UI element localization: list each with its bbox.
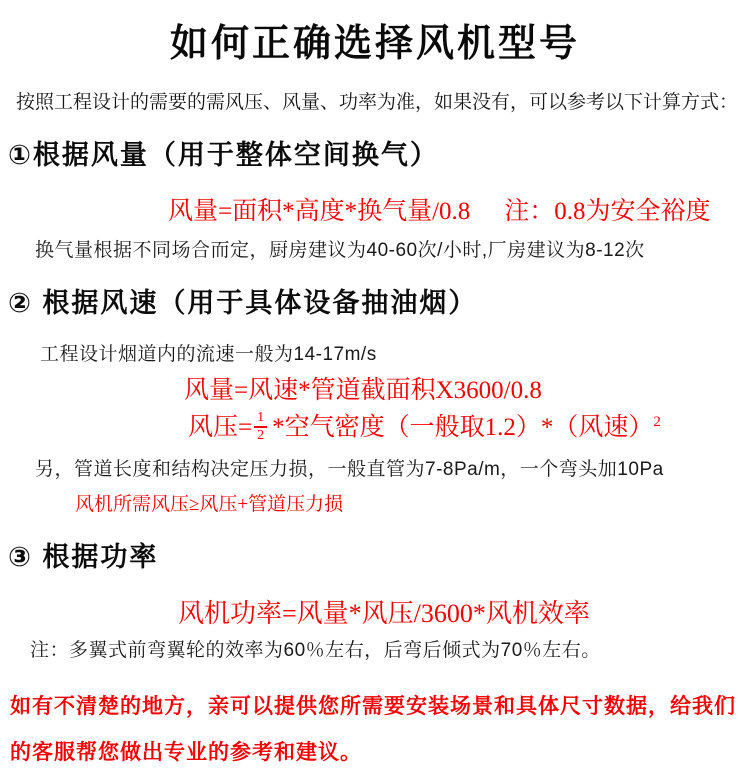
section-3-heading: ③ 根据功率 — [8, 541, 159, 572]
fraction-numerator: 1 — [254, 410, 267, 427]
section-1-heading: ①根据风量（用于整体空间换气） — [8, 140, 439, 171]
formula-safety-note: 注：0.8为安全裕度 — [504, 197, 711, 225]
customer-service-note: 如有不清楚的地方，亲可以提供您所需要安装场景和具体尺寸数据，给我们的客服帮您做出专业的参考和建议。 — [10, 694, 736, 764]
section-3-note: 注：多翼式前弯翼轮的效率为60％左右，后弯后倾式为70％左右。 — [30, 639, 601, 661]
section-2-flow-note: 工程设计烟道内的流速一般为14-17m/s — [40, 344, 377, 366]
section-2-heading: ② 根据风速（用于具体设备抽油烟） — [8, 287, 478, 318]
page-title: 如何正确选择风机型号 — [169, 23, 580, 65]
squared-superscript: 2 — [653, 414, 661, 431]
section-2-loss-note: 另，管道长度和结构决定压力损，一般直管为7-8Pa/m，一个弯头加10Pa — [35, 459, 664, 481]
formula-air-volume: 风量=面积*高度*换气量/0.8 — [168, 197, 471, 225]
pressure-formula-prefix: 风压= — [188, 414, 253, 442]
fan-selection-guide-page — [0, 20, 750, 784]
intro-text: 按照工程设计的需要的需风压、风量、功率为准，如果没有，可以参考以下计算方式： — [16, 92, 739, 114]
section-2-volume-formula: 风量=风速*管道截面积X3600/0.8 — [184, 376, 542, 404]
pressure-formula-suffix: *空气密度（一般取1.2）*（风速） — [272, 414, 654, 442]
fraction-one-half — [254, 410, 267, 443]
section-3-formula: 风机功率=风量*风压/3600*风机效率 — [178, 599, 590, 629]
section-1-note: 换气量根据不同场合而定，厨房建议为40-60次/小时,厂房建议为8-12次 — [35, 240, 645, 262]
fraction-denominator: 2 — [257, 427, 265, 443]
section-1-formula — [168, 196, 750, 229]
section-2-pressure-formula — [188, 410, 750, 449]
section-2-pressure-rule: 风机所需风压≥风压+管道压力损 — [75, 493, 344, 515]
